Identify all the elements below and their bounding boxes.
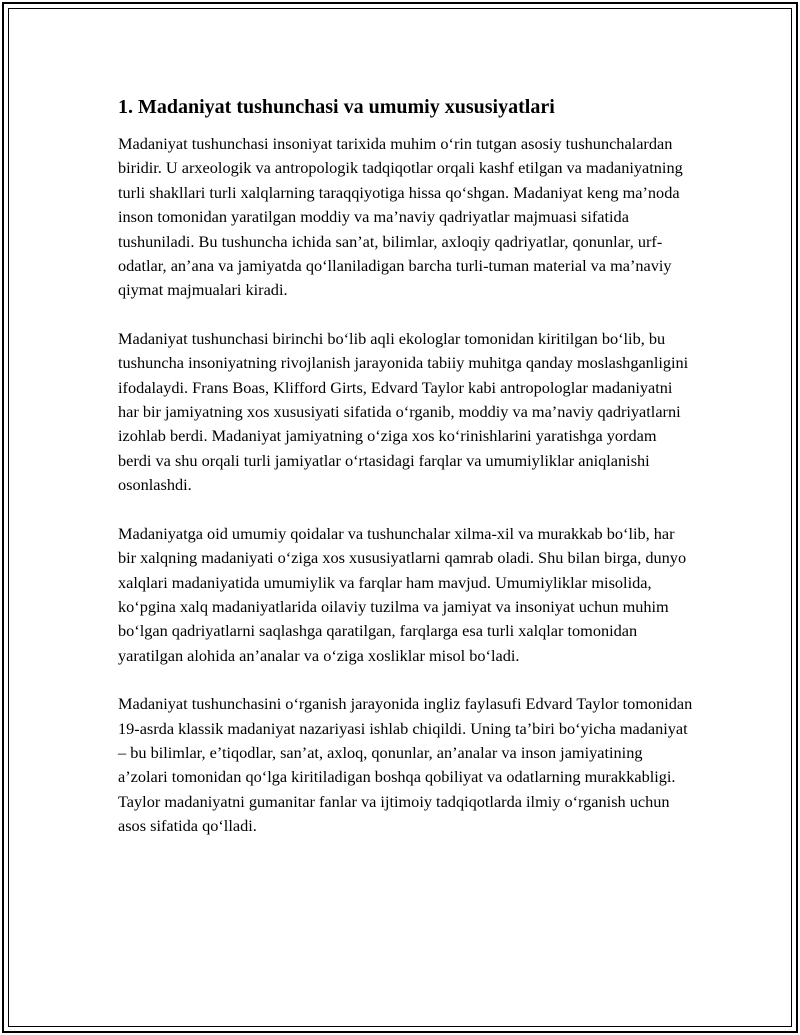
- paragraph-4: Madaniyat tushunchasini o‘rganish jarayonida ingliz faylasufi Edvard Taylor tomonidan 19-asrda klassik madaniyat nazariyasi ishlab chiqildi. Uning ta’biri bo‘yicha madaniyat – bu bilimlar, e’tiqodlar, san’at, axloq, qonunlar, an’analar va inson jamiyatining a’zolari tomonidan qo‘lga kiritiladigan boshqa qobiliyat va odatlarning murakkabligi. Taylor madaniyatni gumanitar fanlar va ijtimoiy tadqiqotlarda ilmiy o‘rganish uchun asos sifatida qo‘lladi.: [118, 694, 693, 836]
- document-body: [118, 93, 693, 863]
- paragraph-2: Madaniyat tushunchasi birinchi bo‘lib aqli ekologlar tomonidan kiritilgan bo‘lib, bu tushuncha insoniyatning rivojlanish jarayonida tabiiy muhitga qanday moslashganligini ifodalaydi. Frans Boas, Klifford Girts, Edvard Taylor kabi antropologlar madaniyatni har bir jamiyatning xos xususiyati sifatida o‘rganib, moddiy va ma’naviy qadriyatlarni izohlab berdi. Madaniyat jamiyatning o‘ziga xos ko‘rinishlarini yaratishga yordam berdi va shu orqali turli jamiyatlar o‘rtasidagi farqlar va umumiyliklar aniqlanishi osonlashdi.: [118, 328, 689, 495]
- paragraph-3: Madaniyatga oid umumiy qoidalar va tushunchalar xilma-xil va murakkab bo‘lib, har bir xalqning madaniyati o‘ziga xos xususiyatlarni qamrab oladi. Shu bilan birga, dunyo xalqlari madaniyatida umumiylik va farqlar ham mavjud. Umumiyliklar misolida, ko‘pgina xalq madaniyatlarida oilaviy tuzilma va jamiyat va insoniyat uchun muhim bo‘lgan qadriyatlarni saqlashga qaratilgan, farqlarga esa turli xalqlar tomonidan yaratilgan alohida an’analar va o‘ziga xosliklar misol bo‘ladi.: [118, 523, 687, 665]
- paragraph-1: Madaniyat tushunchasi insoniyat tarixida muhim o‘rin tutgan asosiy tushunchalardan biridir. U arxeologik va antropologik tadqiqotlar orqali kashf etilgan va madaniyatning turli shakllari turli xalqlarning taraqqiyotiga hissa qo‘shgan. Madaniyat keng ma’noda inson tomonidan yaratilgan moddiy va ma’naviy qadriyatlar majmuasi sifatida tushuniladi. Bu tushuncha ichida san’at, bilimlar, axloqiy qadriyatlar, qonunlar, urf-odatlar, an’ana va jamiyatda qo‘llaniladigan barcha turli-tuman material va ma’naviy qiymat majmualari kiradi.: [118, 134, 683, 300]
- section-heading: 1. Madaniyat tushunchasi va umumiy xususiyatlari: [118, 96, 555, 118]
